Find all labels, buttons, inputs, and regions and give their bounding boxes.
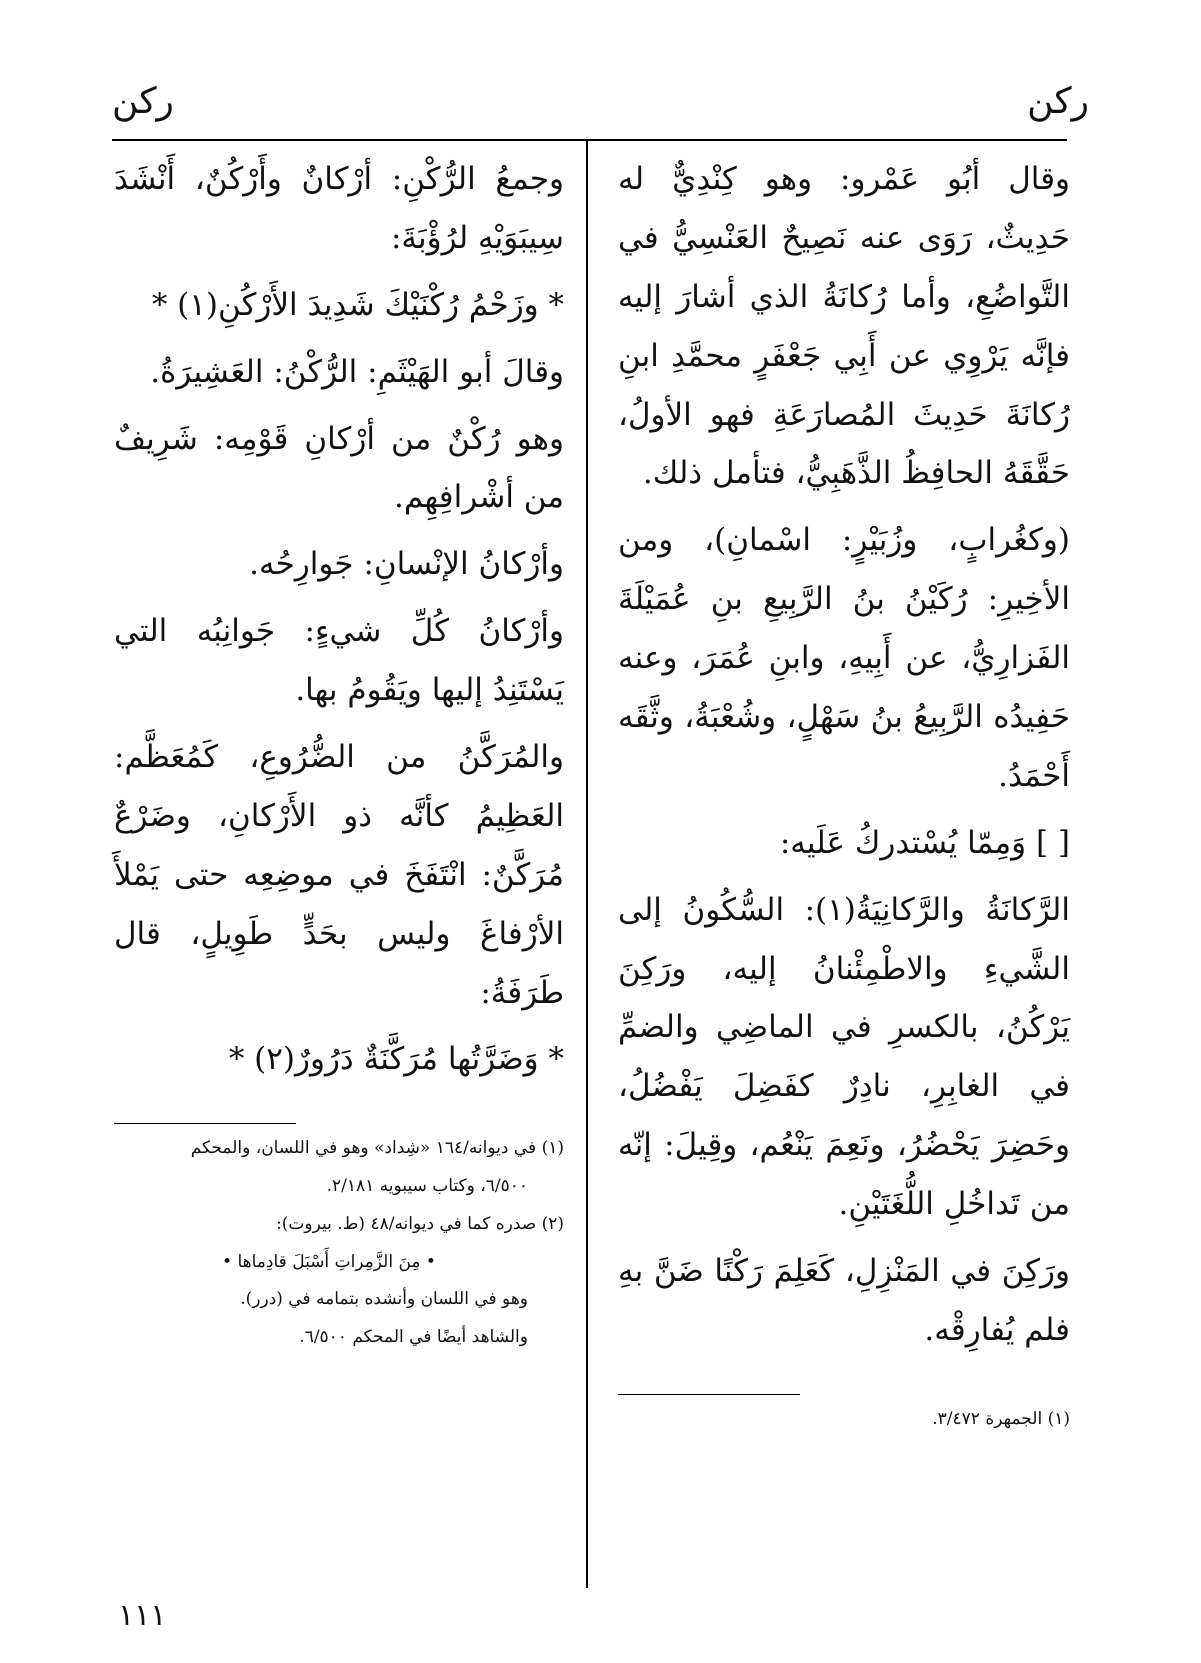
paragraph: الرَّكانَةُ والرَّكانِيَةُ(١): السُّكُونُ إلى الشَّيءِ والاطْمِئْنانُ إليه، ورَكِنَ يَرْكُنُ، بالكسرِ في الماضِي والضمِّ في الغابِرِ، نادِرٌ كفَضِلَ يَفْضُلُ، وحَضِرَ يَحْضُرُ، ونَعِمَ يَنْعُم، وقِيلَ: إنّه من تَداخُلِ اللُّغَتَيْنِ. [618, 891, 1070, 1223]
footnotes [114, 1134, 564, 1353]
paragraph: وأرْكانُ كُلِّ شيءٍ: جَوانِبُه التي يَسْتَنِدُ إليها ويَقُومُ بها. [114, 613, 564, 709]
verse-line: * وزَحْمُ رُكْنَيْكَ شَدِيدَ الأَرْكُنِ(١) * [151, 286, 564, 323]
left-column [114, 150, 564, 1361]
footnotes [618, 1405, 1070, 1435]
page-number: ١١١ [118, 1598, 167, 1633]
footnote-line: (٢) صدره كما في ديوانه/٤٨ (ط. بيروت): [276, 1213, 564, 1234]
footnote-line: (١) الجمهرة ٣/٤٧٢. [932, 1408, 1070, 1429]
footnote-line: (١) في ديوانه/١٦٤ «شِداد» وهو في اللسان، والمحكم [190, 1138, 564, 1159]
footnote-rule [114, 1123, 296, 1124]
paragraph: وجمعُ الرُّكْنِ: أرْكانٌ وأَرْكُنٌ، أَنْشَدَ سِيبَوَيْهِ لرُؤْبَةَ: [114, 161, 564, 256]
header-left-word: ركن [112, 81, 174, 122]
column-divider [586, 141, 588, 1588]
footnote-line: وهو في اللسان وأنشده بتمامه في (درر). [240, 1289, 528, 1310]
paragraph: وقال أبُو عَمْرو: وهو كِنْدِيٌّ له حَدِيثٌ، رَوَى عنه نَصِيحٌ العَنْسِيُّ في التَّواضُعِ، وأما رُكانَةُ الذي أشارَ إليه فإنَّه يَرْوِي عن أَبِي جَعْفَرٍ محمَّدِ ابنِ رُكانَةَ حَدِيثَ المُصارَعَةِ فهو الأولُ، حَقَّقَهُ الحافِظُ الذَّهَبِيُّ، فتأمل ذلك. [618, 161, 1070, 492]
right-column [618, 150, 1070, 1443]
footnote-line: • مِنَ الزَّمِراتِ أَسْبَلَ قادِماها • [222, 1251, 436, 1272]
header-rule [112, 139, 1067, 141]
footnote-line: ٦/٥٠٠، وكتاب سيبويه ٢/١٨١. [326, 1176, 528, 1197]
paragraph: وقالَ أبو الهَيْثَمِ: الرُّكْنُ: العَشِيرَةُ. [150, 353, 564, 390]
paragraph: والمُرَكَّنُ من الضُّرُوعِ، كَمُعَظَّم: العَظِيمُ كأنَّه ذو الأَرْكانِ، وضَرْعٌ مُرَكَّنٌ: انْتَفَخَ في موضِعِه حتى يَمْلأَ الأرْفاغَ وليس بحَدٍّ طَوِيلٍ، قال طَرَفَةُ: [114, 739, 564, 1011]
verse-line: * وَضَرَّتُها مُرَكَّنَةٌ دَرُورٌ(٢) * [228, 1041, 564, 1078]
paragraph: وأرْكانُ الإنْسانِ: جَوارِحُه. [249, 546, 564, 583]
footnote-rule [618, 1394, 800, 1395]
header-right-word: ركن [1027, 81, 1089, 122]
paragraph: وهو رُكْنٌ من أرْكانِ قَوْمِه: شَرِيفٌ من أشْرافِهِم. [114, 420, 564, 516]
paragraph: (وكغُرابٍ، وزُبَيْرٍ: اسْمانِ)، ومن الأخِيرِ: رُكَيْنُ بنُ الرَّبِيعِ بنِ عُمَيْلَةَ الفَزارِيُّ، عن أَبِيهِ، وابنِ عُمَرَ، وعنه حَفِيدُه الرَّبِيعُ بنُ سَهْلٍ، وشُعْبَةُ، وثَّقَه أَحْمَدُ. [618, 522, 1070, 794]
footnote-line: والشاهد أيضًا في المحكم ٦/٥٠٠. [299, 1327, 528, 1348]
paragraph: ورَكِنَ في المَنْزِلِ، كَعَلِمَ رَكْنًا ضَنَّ بهِ فلم يُفارِقْه. [618, 1253, 1070, 1348]
paragraph: [ ] وَمِمّا يُسْتدركُ عَلَيه: [779, 824, 1070, 861]
